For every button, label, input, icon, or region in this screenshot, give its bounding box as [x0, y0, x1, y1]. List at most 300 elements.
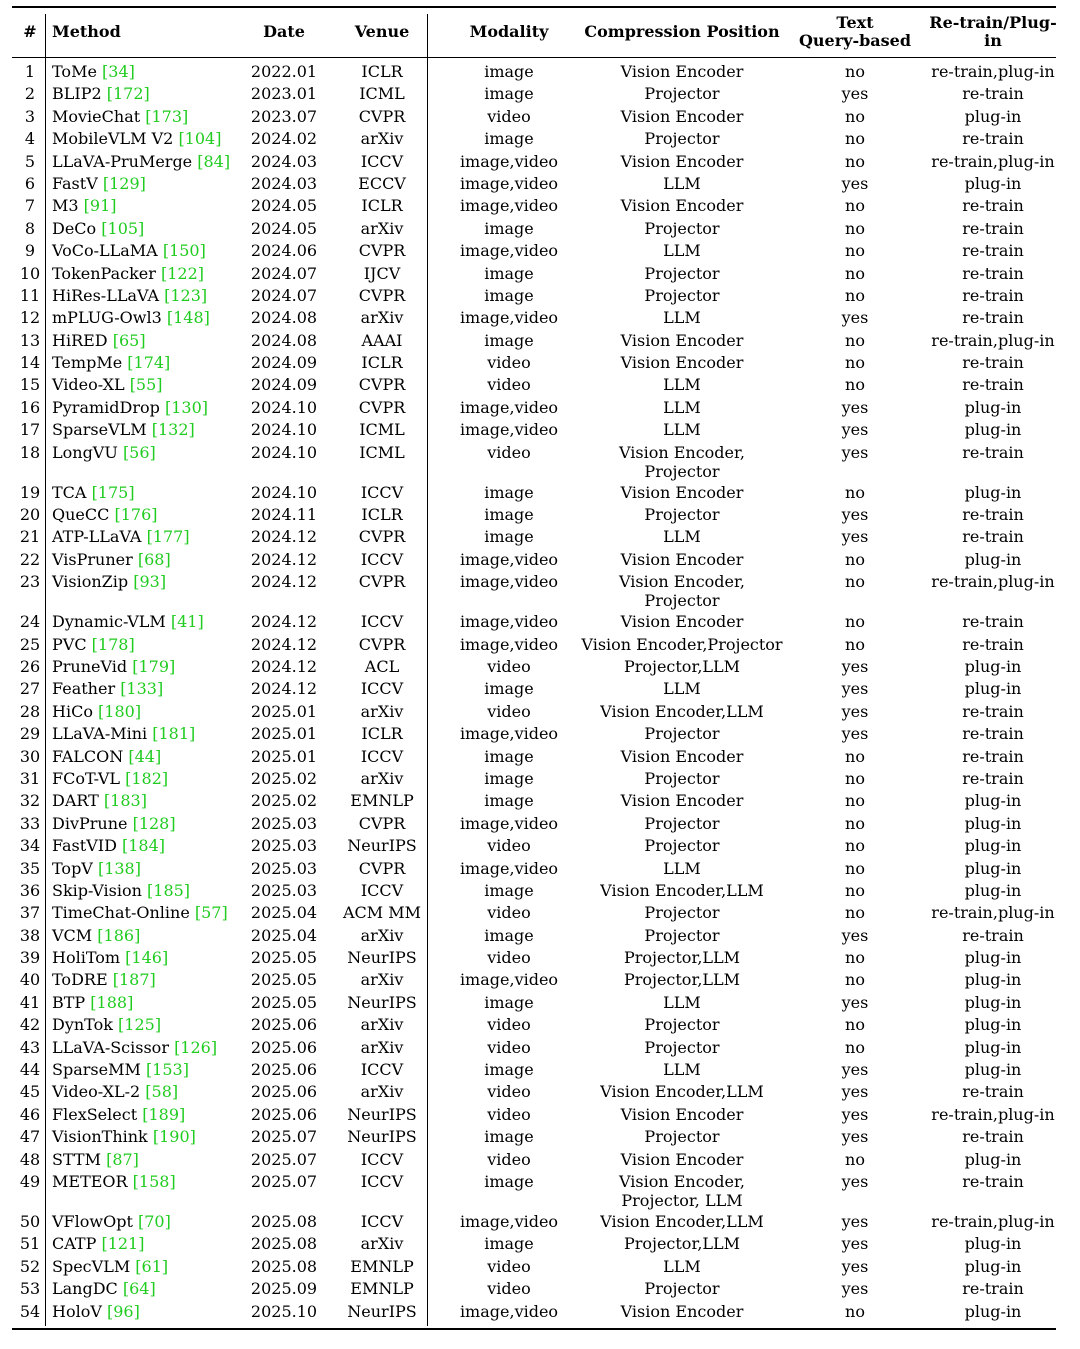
text-query-cell: no [845, 858, 865, 878]
table-row [12, 814, 1060, 836]
modality-cell: video [487, 1279, 531, 1299]
citation-link[interactable]: [58] [145, 1082, 179, 1102]
row-number: 9 [24, 241, 36, 261]
row-number: 46 [19, 1104, 41, 1124]
text-query-cell: no [845, 836, 865, 856]
position-cell [580, 635, 784, 657]
citation-link[interactable]: [126] [174, 1037, 218, 1057]
table-row [12, 1150, 1060, 1172]
method-cell [48, 196, 242, 218]
retrain-plugin-cell: re-train [962, 1127, 1024, 1147]
header-num: # [23, 22, 37, 41]
modality-cell: video [487, 106, 531, 126]
citation-link[interactable]: [70] [137, 1211, 171, 1231]
method-name: TimeChat-Online [52, 903, 190, 923]
citation-link[interactable]: [180] [98, 701, 142, 721]
position-line: LLM [663, 375, 701, 395]
position-cell [580, 702, 784, 724]
retrain-plugin-cell: plug-in [964, 1234, 1022, 1254]
table-row [12, 174, 1060, 196]
position-line: Projector [644, 1015, 720, 1035]
modality-cell: image [484, 129, 534, 149]
method-cell [48, 1015, 242, 1037]
modality-cell: image,video [459, 612, 559, 632]
method-name: VisPruner [52, 549, 133, 569]
date-cell: 2025.02 [250, 791, 318, 811]
row-number: 12 [19, 308, 41, 328]
position-cell [580, 993, 784, 1015]
header-position: Compression Position [584, 22, 780, 41]
citation-link[interactable]: [173] [145, 106, 189, 126]
citation-link[interactable]: [190] [152, 1127, 196, 1147]
table-row [12, 84, 1060, 106]
position-cell [580, 881, 784, 903]
method-name: DynTok [52, 1015, 113, 1035]
method-cell [48, 241, 242, 263]
position-cell [580, 1150, 784, 1172]
position-cell [580, 836, 784, 858]
modality-cell: video [487, 1037, 531, 1057]
retrain-plugin-cell: re-train [962, 1171, 1024, 1191]
retrain-plugin-cell: re-train [962, 1082, 1024, 1102]
date-cell: 2024.03 [250, 173, 318, 193]
table-row [12, 724, 1060, 746]
row-number: 2 [24, 84, 36, 104]
method-cell [48, 1302, 242, 1324]
position-cell [580, 152, 784, 174]
text-query-cell: yes [841, 1279, 869, 1299]
modality-cell: video [487, 656, 531, 676]
row-number: 47 [19, 1127, 41, 1147]
modality-cell: video [487, 836, 531, 856]
text-query-cell: yes [841, 308, 869, 328]
retrain-plugin-cell: re-train [962, 768, 1024, 788]
retrain-plugin-cell: plug-in [964, 397, 1022, 417]
retrain-plugin-cell: re-train [962, 527, 1024, 547]
table-row [12, 948, 1060, 970]
table-row [12, 1038, 1060, 1060]
position-cell [580, 926, 784, 948]
venue-cell: EMNLP [350, 1256, 414, 1276]
venue-cell: arXiv [360, 925, 404, 945]
position-line: Projector,LLM [623, 948, 741, 968]
date-cell: 2024.02 [250, 129, 318, 149]
method-name: HoliTom [52, 948, 121, 968]
venue-cell: arXiv [360, 970, 404, 990]
position-line: Vision Encoder [620, 746, 744, 766]
citation-link[interactable]: [87] [106, 1149, 139, 1169]
text-query-cell: yes [841, 1256, 869, 1276]
citation-link[interactable]: [104] [178, 129, 222, 149]
venue-cell: CVPR [358, 106, 406, 126]
retrain-plugin-cell: re-train [962, 612, 1024, 632]
modality-cell: image [484, 84, 534, 104]
citation-link[interactable]: [125] [118, 1015, 162, 1035]
citation-link[interactable]: [61] [135, 1256, 169, 1276]
citation-link[interactable]: [146] [125, 948, 169, 968]
row-number: 33 [19, 813, 41, 833]
date-cell: 2025.07 [250, 1171, 318, 1191]
venue-cell: arXiv [360, 1037, 404, 1057]
venue-cell: CVPR [358, 634, 406, 654]
venue-cell: arXiv [360, 1015, 404, 1035]
table-row [12, 702, 1060, 724]
method-cell [48, 174, 242, 196]
date-cell: 2025.03 [250, 880, 318, 900]
citation-link[interactable]: [123] [164, 285, 208, 305]
text-query-cell: no [845, 634, 865, 654]
venue-cell: ICCV [360, 612, 404, 632]
retrain-plugin-cell: plug-in [964, 549, 1022, 569]
retrain-plugin-cell: re-train,plug-in [931, 1104, 1055, 1124]
table-row [12, 505, 1060, 527]
retrain-plugin-cell: re-train [962, 724, 1024, 744]
text-query-cell: no [845, 746, 865, 766]
position-line: Projector [644, 218, 720, 238]
text-query-cell: no [845, 768, 865, 788]
modality-cell: image [484, 880, 534, 900]
modality-cell: image,video [459, 397, 559, 417]
citation-link[interactable]: [130] [164, 397, 208, 417]
modality-cell: image,video [459, 241, 559, 261]
row-number: 18 [19, 442, 41, 462]
table-row [12, 353, 1060, 375]
date-cell: 2024.10 [250, 482, 318, 502]
row-number: 35 [19, 858, 41, 878]
venue-cell: ICLR [361, 724, 403, 744]
venue-cell: CVPR [358, 397, 406, 417]
position-cell [580, 264, 784, 286]
method-name: HiRED [52, 330, 108, 350]
table-row [12, 769, 1060, 791]
date-cell: 2024.05 [250, 218, 318, 238]
date-cell: 2025.07 [250, 1127, 318, 1147]
table-row [12, 635, 1060, 657]
method-cell [48, 84, 242, 106]
citation-link[interactable]: [132] [151, 420, 195, 440]
position-line: Vision Encoder,Projector [581, 634, 783, 654]
method-cell [48, 56, 242, 84]
citation-link[interactable]: [65] [112, 330, 146, 350]
text-query-cell: yes [841, 679, 869, 699]
text-query-cell: no [845, 572, 865, 592]
position-cell [580, 657, 784, 679]
header-text-query-line1: Text [836, 13, 874, 32]
position-line: Projector [644, 1127, 720, 1147]
table-row [12, 219, 1060, 241]
citation-link[interactable]: [56] [122, 442, 156, 462]
modality-cell: image [484, 1234, 534, 1254]
table-row [12, 129, 1060, 151]
position-cell [580, 1172, 784, 1212]
citation-link[interactable]: [150] [162, 241, 206, 261]
method-name: Dynamic-VLM [52, 612, 166, 632]
retrain-plugin-cell: re-train [962, 241, 1024, 261]
citation-link[interactable]: [121] [101, 1234, 145, 1254]
citation-link[interactable]: [153] [145, 1060, 189, 1080]
method-cell [48, 657, 242, 679]
venue-cell: arXiv [360, 768, 404, 788]
retrain-plugin-cell: plug-in [964, 106, 1022, 126]
method-name: LongVU [52, 442, 118, 462]
text-query-cell: yes [841, 992, 869, 1012]
position-cell [580, 107, 784, 129]
venue-cell: arXiv [360, 218, 404, 238]
text-query-cell: yes [841, 1127, 869, 1147]
date-cell: 2025.08 [250, 1211, 318, 1231]
venue-cell: CVPR [358, 285, 406, 305]
retrain-plugin-cell: re-train [962, 285, 1024, 305]
retrain-plugin-cell: plug-in [964, 836, 1022, 856]
table-row [12, 196, 1060, 218]
venue-cell: CVPR [358, 572, 406, 592]
citation-link[interactable]: [179] [132, 656, 176, 676]
citation-link[interactable]: [84] [197, 151, 231, 171]
text-query-cell: no [845, 285, 865, 305]
row-number: 39 [19, 948, 41, 968]
modality-cell: video [487, 701, 531, 721]
row-number: 44 [19, 1060, 41, 1080]
position-cell [580, 679, 784, 701]
table-row [12, 264, 1060, 286]
method-cell [48, 375, 242, 397]
row-number: 30 [19, 746, 41, 766]
retrain-plugin-cell: re-train [962, 263, 1024, 283]
modality-cell: image,video [459, 1301, 559, 1321]
table-row [12, 1234, 1060, 1256]
citation-link[interactable]: [176] [114, 505, 158, 525]
table-header-row [12, 8, 1060, 56]
citation-link[interactable]: [172] [106, 84, 150, 104]
citation-link[interactable]: [93] [133, 572, 167, 592]
position-line: LLM [663, 420, 701, 440]
retrain-plugin-cell: plug-in [964, 791, 1022, 811]
method-name: mPLUG-Owl3 [52, 308, 162, 328]
citation-link[interactable]: [185] [147, 880, 191, 900]
table-row [12, 286, 1060, 308]
citation-link[interactable]: [186] [97, 925, 141, 945]
modality-cell: video [487, 353, 531, 373]
citation-link[interactable]: [128] [132, 813, 176, 833]
position-cell [580, 1302, 784, 1324]
citation-link[interactable]: [105] [101, 218, 145, 238]
method-cell [48, 1038, 242, 1060]
citation-link[interactable]: [148] [166, 308, 210, 328]
date-cell: 2025.04 [250, 925, 318, 945]
method-cell [48, 152, 242, 174]
position-line: Vision Encoder [620, 330, 744, 350]
position-line: LLM [663, 679, 701, 699]
row-number: 11 [19, 285, 41, 305]
citation-link[interactable]: [174] [127, 353, 171, 373]
citation-link[interactable]: [44] [128, 746, 162, 766]
row-number: 40 [19, 970, 41, 990]
retrain-plugin-cell: re-train [962, 701, 1024, 721]
citation-link[interactable]: [57] [194, 903, 228, 923]
date-cell: 2022.01 [250, 62, 318, 81]
venue-cell: arXiv [360, 1082, 404, 1102]
method-name: QueCC [52, 505, 110, 525]
position-line: Projector,LLM [623, 970, 741, 990]
citation-link[interactable]: [96] [106, 1301, 140, 1321]
citation-link[interactable]: [41] [170, 612, 204, 632]
method-name: TopV [52, 858, 93, 878]
table-row [12, 1082, 1060, 1104]
citation-link[interactable]: [187] [112, 970, 156, 990]
position-cell [580, 550, 784, 572]
text-query-cell: no [845, 151, 865, 171]
method-name: SparseVLM [52, 420, 147, 440]
position-line: Vision Encoder [620, 791, 744, 811]
method-name: VCM [52, 925, 93, 945]
method-name: LLaVA-Mini [52, 724, 148, 744]
method-cell [48, 1127, 242, 1149]
position-line: LLM [663, 241, 701, 261]
venue-cell: ICML [359, 442, 405, 462]
table-row [12, 1279, 1060, 1301]
method-cell [48, 1082, 242, 1104]
row-number: 43 [19, 1037, 41, 1057]
citation-link[interactable]: [183] [103, 791, 147, 811]
citation-link[interactable]: [177] [146, 527, 190, 547]
method-name: Feather [52, 679, 116, 699]
method-cell [48, 505, 242, 527]
citation-link[interactable]: [55] [129, 375, 163, 395]
row-number: 24 [19, 612, 41, 632]
venue-cell: ICCV [360, 1060, 404, 1080]
table-row [12, 1105, 1060, 1127]
venue-cell: NeurIPS [347, 836, 417, 856]
row-number: 31 [19, 768, 41, 788]
table-row [12, 1257, 1060, 1279]
text-query-cell: no [845, 129, 865, 149]
position-line: LLM [663, 1060, 701, 1080]
method-cell [48, 1234, 242, 1256]
retrain-plugin-cell: plug-in [964, 858, 1022, 878]
position-cell [580, 724, 784, 746]
text-query-cell: yes [841, 173, 869, 193]
citation-link[interactable]: [181] [152, 724, 196, 744]
row-number: 14 [19, 353, 41, 373]
retrain-plugin-cell: plug-in [964, 173, 1022, 193]
date-cell: 2025.03 [250, 858, 318, 878]
method-name: VisionThink [52, 1127, 148, 1147]
venue-cell: NeurIPS [347, 948, 417, 968]
position-line: Vision Encoder, [618, 1171, 745, 1191]
position-line: Vision Encoder [620, 1301, 744, 1321]
position-line: Projector [644, 263, 720, 283]
date-cell: 2025.01 [250, 701, 318, 721]
venue-cell: NeurIPS [347, 1104, 417, 1124]
date-cell: 2025.06 [250, 1082, 318, 1102]
row-number: 5 [24, 151, 36, 171]
text-query-cell: no [845, 241, 865, 261]
retrain-plugin-cell: plug-in [964, 482, 1022, 502]
retrain-plugin-cell: re-train [962, 308, 1024, 328]
method-cell [48, 881, 242, 903]
text-query-cell: no [845, 1037, 865, 1057]
method-name: LLaVA-Scissor [52, 1037, 169, 1057]
citation-link[interactable]: [129] [102, 173, 146, 193]
retrain-plugin-cell: re-train [962, 353, 1024, 373]
row-number: 32 [19, 791, 41, 811]
method-cell [48, 572, 242, 612]
date-cell: 2024.05 [250, 196, 318, 216]
modality-cell: video [487, 442, 531, 462]
text-query-cell: no [845, 612, 865, 632]
position-cell [580, 375, 784, 397]
citation-link[interactable]: [178] [91, 634, 135, 654]
citation-link[interactable]: [188] [90, 992, 134, 1012]
date-cell: 2025.01 [250, 724, 318, 744]
venue-cell: ICCV [360, 482, 404, 502]
citation-link[interactable]: [133] [120, 679, 164, 699]
citation-link[interactable]: [91] [83, 196, 117, 216]
method-name: ToMe [52, 62, 97, 81]
citation-link[interactable]: [138] [97, 858, 141, 878]
method-cell [48, 1279, 242, 1301]
table-row [12, 1172, 1060, 1212]
citation-link[interactable]: [68] [137, 549, 171, 569]
row-number: 15 [19, 375, 41, 395]
row-number: 37 [19, 903, 41, 923]
text-query-cell: no [845, 791, 865, 811]
modality-cell: image,video [459, 196, 559, 216]
method-cell [48, 1060, 242, 1082]
position-line: LLM [663, 1256, 701, 1276]
row-number: 20 [19, 505, 41, 525]
text-query-cell: no [845, 903, 865, 923]
method-cell [48, 747, 242, 769]
citation-link[interactable]: [122] [160, 263, 205, 283]
position-cell [580, 1060, 784, 1082]
position-line: Projector [644, 84, 720, 104]
citation-link[interactable]: [34] [102, 62, 135, 81]
method-name: PVC [52, 634, 87, 654]
citation-link[interactable]: [158] [132, 1171, 176, 1191]
position-cell [580, 196, 784, 218]
citation-link[interactable]: [182] [125, 768, 169, 788]
text-query-cell: no [845, 330, 865, 350]
date-cell: 2024.07 [250, 263, 318, 283]
position-line: LLM [663, 308, 701, 328]
modality-cell: image [484, 925, 534, 945]
table-row [12, 1302, 1060, 1324]
venue-cell: ICCV [360, 746, 404, 766]
citation-link[interactable]: [64] [122, 1279, 156, 1299]
modality-cell: image,video [459, 151, 559, 171]
text-query-cell: no [845, 353, 865, 373]
citation-link[interactable]: [175] [91, 482, 135, 502]
method-name: HiCo [52, 701, 93, 721]
text-query-cell: no [845, 549, 865, 569]
method-name: ToDRE [52, 970, 108, 990]
citation-link[interactable]: [184] [122, 836, 166, 856]
venue-cell: ICCV [360, 1211, 404, 1231]
position-line: LLM [663, 173, 701, 193]
date-cell: 2024.09 [250, 375, 318, 395]
method-cell [48, 859, 242, 881]
position-cell [580, 219, 784, 241]
date-cell: 2024.12 [250, 634, 318, 654]
row-number: 6 [24, 173, 36, 193]
citation-link[interactable]: [189] [142, 1104, 186, 1124]
method-cell [48, 1105, 242, 1127]
method-name: MovieChat [52, 106, 141, 126]
date-cell: 2024.10 [250, 397, 318, 417]
modality-cell: image [484, 62, 534, 81]
table-row [12, 1212, 1060, 1234]
